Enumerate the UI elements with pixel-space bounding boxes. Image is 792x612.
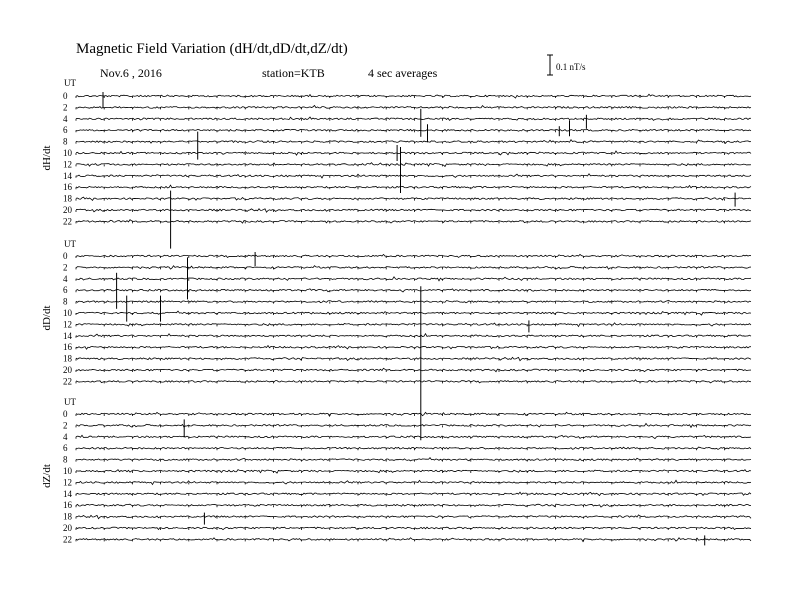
panel-name-label: dH/dt: [41, 145, 53, 171]
ut-tick-label: 20: [63, 365, 72, 375]
scale-bar-label: 0.1 nT/s: [556, 62, 586, 72]
ut-tick-label: 0: [63, 409, 68, 419]
ut-tick-label: 0: [63, 91, 68, 101]
ut-tick-label: 4: [63, 113, 68, 124]
averages-label: 4 sec averages: [368, 66, 438, 80]
ut-axis-label: UT: [64, 78, 76, 88]
panel-name-label: dD/dt: [41, 305, 53, 331]
ut-tick-label: 20: [63, 523, 72, 533]
ut-tick-label: 18: [63, 353, 72, 364]
ut-tick-label: 8: [63, 136, 68, 147]
ut-tick-label: 6: [63, 443, 68, 454]
ut-tick-label: 12: [63, 319, 72, 330]
ut-tick-label: 2: [63, 420, 68, 431]
ut-tick-label: 18: [63, 511, 72, 522]
ut-tick-label: 10: [63, 148, 72, 158]
date-label: Nov.6 , 2016: [100, 66, 162, 80]
ut-tick-label: 14: [63, 488, 72, 499]
ut-tick-label: 4: [63, 273, 68, 284]
ut-tick-label: 0: [63, 251, 68, 261]
ut-tick-label: 22: [63, 216, 72, 227]
ut-tick-label: 10: [63, 308, 72, 318]
ut-tick-label: 20: [63, 205, 72, 215]
chart-title: Magnetic Field Variation (dH/dt,dD/dt,dZ/dt): [76, 41, 348, 57]
ut-tick-label: 22: [63, 376, 72, 387]
ut-tick-label: 14: [63, 170, 72, 181]
station-label: station=KTB: [262, 66, 325, 80]
ut-tick-label: 18: [63, 193, 72, 204]
ut-tick-label: 22: [63, 534, 72, 545]
ut-tick-label: 2: [63, 262, 68, 273]
ut-tick-label: 8: [63, 454, 68, 465]
ut-axis-label: UT: [64, 397, 76, 407]
ut-axis-label: UT: [64, 239, 76, 249]
ut-tick-label: 16: [63, 500, 72, 511]
ut-tick-label: 16: [63, 342, 72, 353]
ut-tick-label: 4: [63, 431, 68, 442]
ut-tick-label: 2: [63, 102, 68, 113]
ut-tick-label: 6: [63, 285, 68, 296]
ut-tick-label: 10: [63, 466, 72, 476]
ut-tick-label: 12: [63, 477, 72, 488]
ut-tick-label: 6: [63, 125, 68, 136]
ut-tick-label: 8: [63, 296, 68, 307]
ut-tick-label: 16: [63, 182, 72, 193]
ut-tick-label: 14: [63, 330, 72, 341]
panel-name-label: dZ/dt: [41, 464, 53, 488]
ut-tick-label: 12: [63, 159, 72, 170]
